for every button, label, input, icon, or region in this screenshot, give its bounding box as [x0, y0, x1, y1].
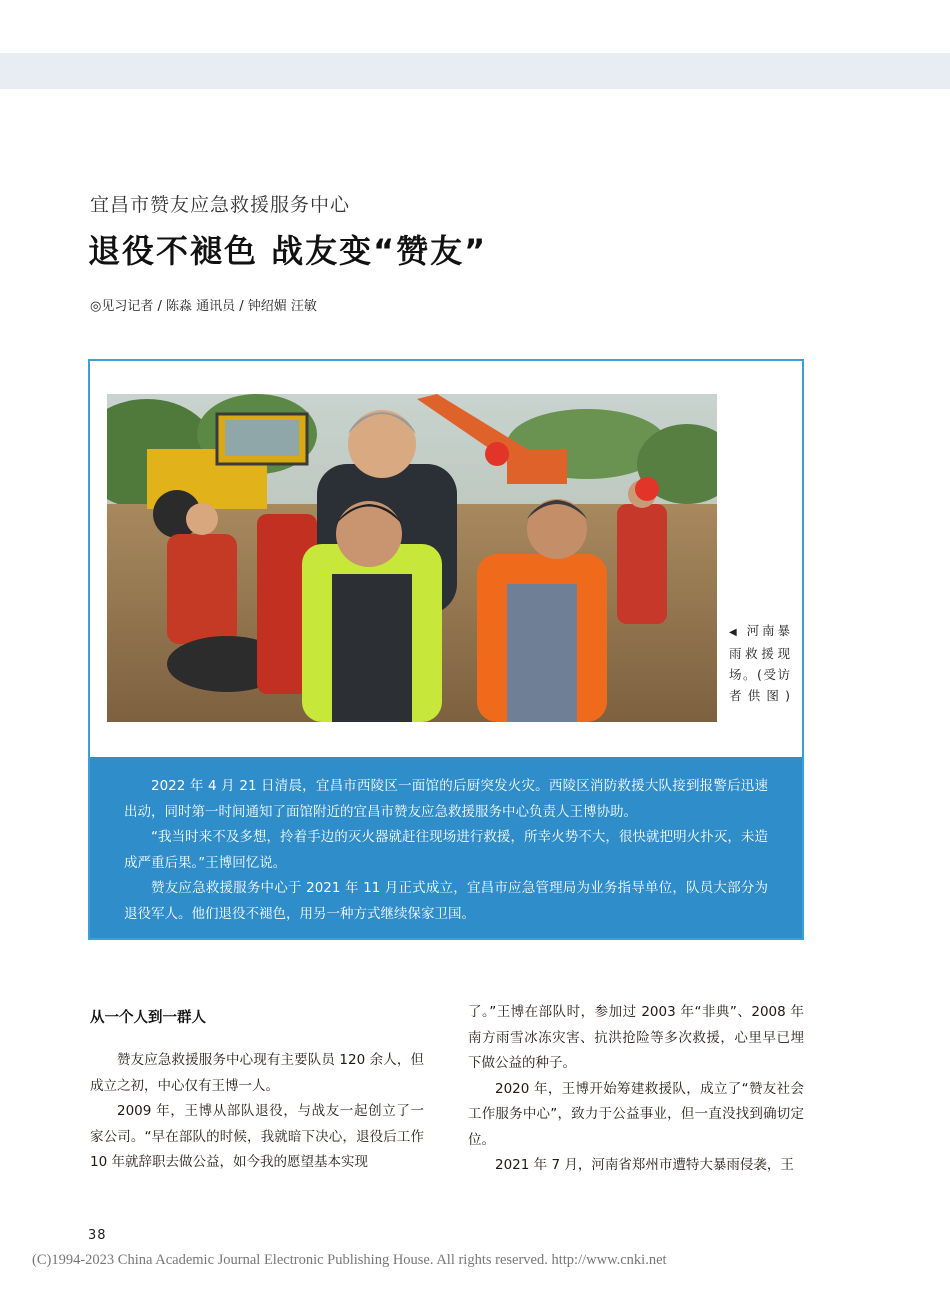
photo-caption: [729, 620, 790, 706]
body-paragraph: 2020 年，王博开始筹建救援队，成立了“赞友社会工作服务中心”，致力于公益事业，但一直没找到确切定位。: [468, 1080, 804, 1148]
caption-text: 河南暴雨救援现场。(受访者供图): [729, 623, 790, 703]
right-column: [468, 1000, 804, 1179]
intro-panel: [90, 757, 802, 938]
rescue-photo: [107, 394, 717, 722]
body-paragraph: 2009 年，王博从部队退役，与战友一起创立了一家公司。“早在部队的时候，我就暗下决心，退役后工作 10 年就辞职去做公益，如今我的愿望基本实现: [90, 1103, 424, 1170]
intro-paragraph: 2022 年 4 月 21 日清晨，宜昌市西陵区一面馆的后厨突发火灾。西陵区消防救援大队接到报警后迅速出动，同时第一时间通知了面馆附近的宜昌市赞友应急救援服务中心负责人王博协助。: [124, 778, 768, 820]
body-paragraph: 2021 年 7 月，河南省郑州市遭特大暴雨侵袭，王: [495, 1157, 794, 1173]
article-headline: 退役不褪色 战友变“赞友”: [88, 232, 488, 270]
header-band: [0, 53, 950, 89]
body-paragraph: 赞友应急救援服务中心现有主要队员 120 余人，但成立之初，中心仅有王博一人。: [90, 1052, 424, 1094]
intro-paragraph: “我当时来不及多想，拎着手边的灭火器就赶往现场进行救援，所幸火势不大，很快就把明火扑灭，未造成严重后果。”王博回忆说。: [124, 829, 768, 871]
copyright-footer: (C)1994-2023 China Academic Journal Electronic Publishing House. All rights reserved. http://www.cnki.net: [32, 1252, 667, 1268]
byline: ◎见习记者 / 陈淼 通讯员 / 钟绍媚 汪敏: [90, 299, 317, 314]
left-column: [90, 1048, 424, 1176]
organization-name: 宜昌市赞友应急救援服务中心: [90, 194, 351, 216]
body-paragraph-continuation: 了。”王博在部队时，参加过 2003 年“非典”、2008 年南方雨雪冰冻灾害、抗洪抢险等多次救援，心里早已埋下做公益的种子。: [468, 1004, 804, 1071]
section-heading: 从一个人到一群人: [90, 1010, 206, 1026]
caption-arrow-icon: ◀: [729, 627, 740, 638]
page-number: 38: [88, 1228, 107, 1243]
intro-paragraph: 赞友应急救援服务中心于 2021 年 11 月正式成立，宜昌市应急管理局为业务指导单位，队员大部分为退役军人。他们退役不褪色，用另一种方式继续保家卫国。: [124, 880, 768, 922]
